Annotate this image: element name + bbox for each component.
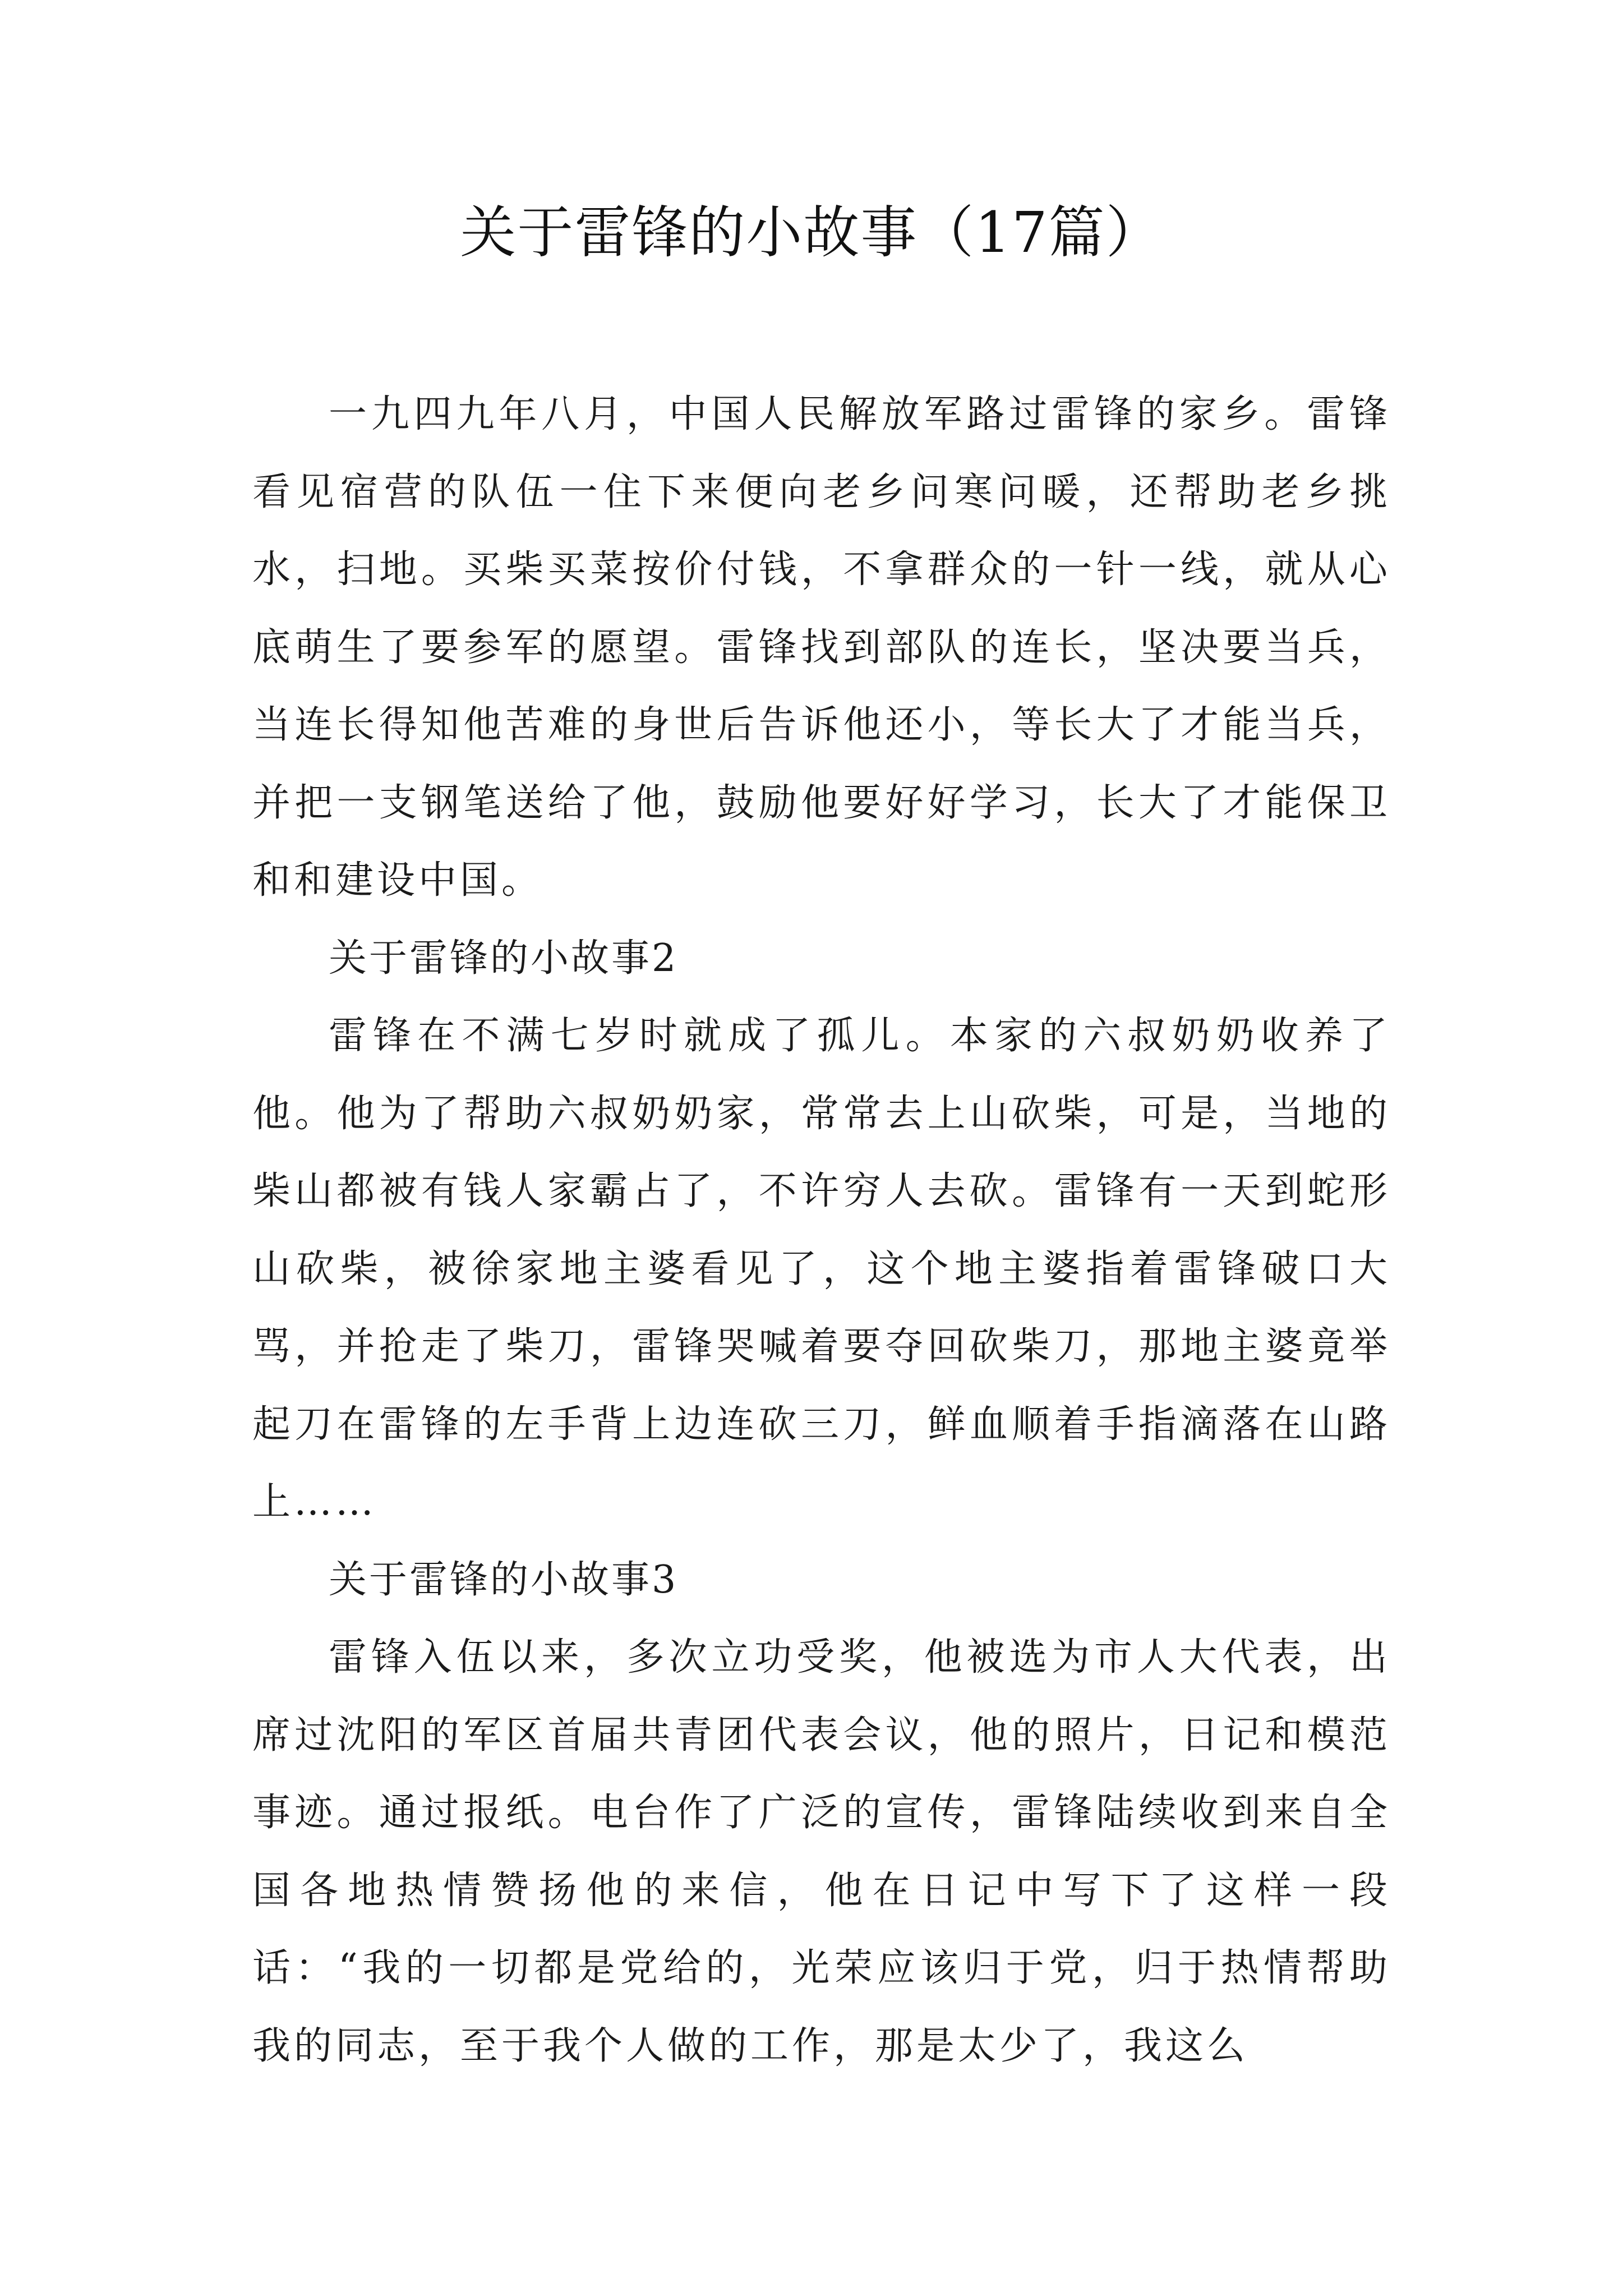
document-body: [252, 376, 1391, 2085]
story-1-paragraph: 一九四九年八月，中国人民解放军路过雷锋的家乡。雷锋看见宿营的队伍一住下来便向老乡问寒问暖，还帮助老乡挑水，扫地。买柴买菜按价付钱，不拿群众的一针一线，就从心底萌生了要参军的愿望。雷锋找到部队的连长，坚决要当兵，当连长得知他苦难的身世后告诉他还小，等长大了才能当兵，并把一支钢笔送给了他，鼓励他要好好学习，长大了才能保卫和和建设中国。: [252, 392, 1391, 903]
story-2-paragraph: 雷锋在不满七岁时就成了孤儿。本家的六叔奶奶收养了他。他为了帮助六叔奶奶家，常常去上山砍柴，可是，当地的柴山都被有钱人家霸占了，不许穷人去砍。雷锋有一天到蛇形山砍柴，被徐家地主婆看见了，这个地主婆指着雷锋破口大骂，并抢走了柴刀，雷锋哭喊着要夺回砍柴刀，那地主婆竟举起刀在雷锋的左手背上边连砍三刀，鲜血顺着手指滴落在山路上……: [252, 1014, 1391, 1524]
story-2-heading: 关于雷锋的小故事2: [329, 936, 679, 981]
story-3-heading: 关于雷锋的小故事3: [329, 1557, 679, 1602]
story-3-paragraph: 雷锋入伍以来，多次立功受奖，他被选为市人大代表，出席过沈阳的军区首届共青团代表会议，他的照片，日记和模范事迹。通过报纸。电台作了广泛的宣传，雷锋陆续收到来自全国各地热情赞扬他的来信，他在日记中写下了这样一段话：“我的一切都是党给的，光荣应该归于党，归于热情帮助我的同志，至于我个人做的工作，那是太少了，我这么: [252, 1635, 1391, 2068]
document-title: 关于雷锋的小故事（17篇）: [460, 200, 1163, 265]
